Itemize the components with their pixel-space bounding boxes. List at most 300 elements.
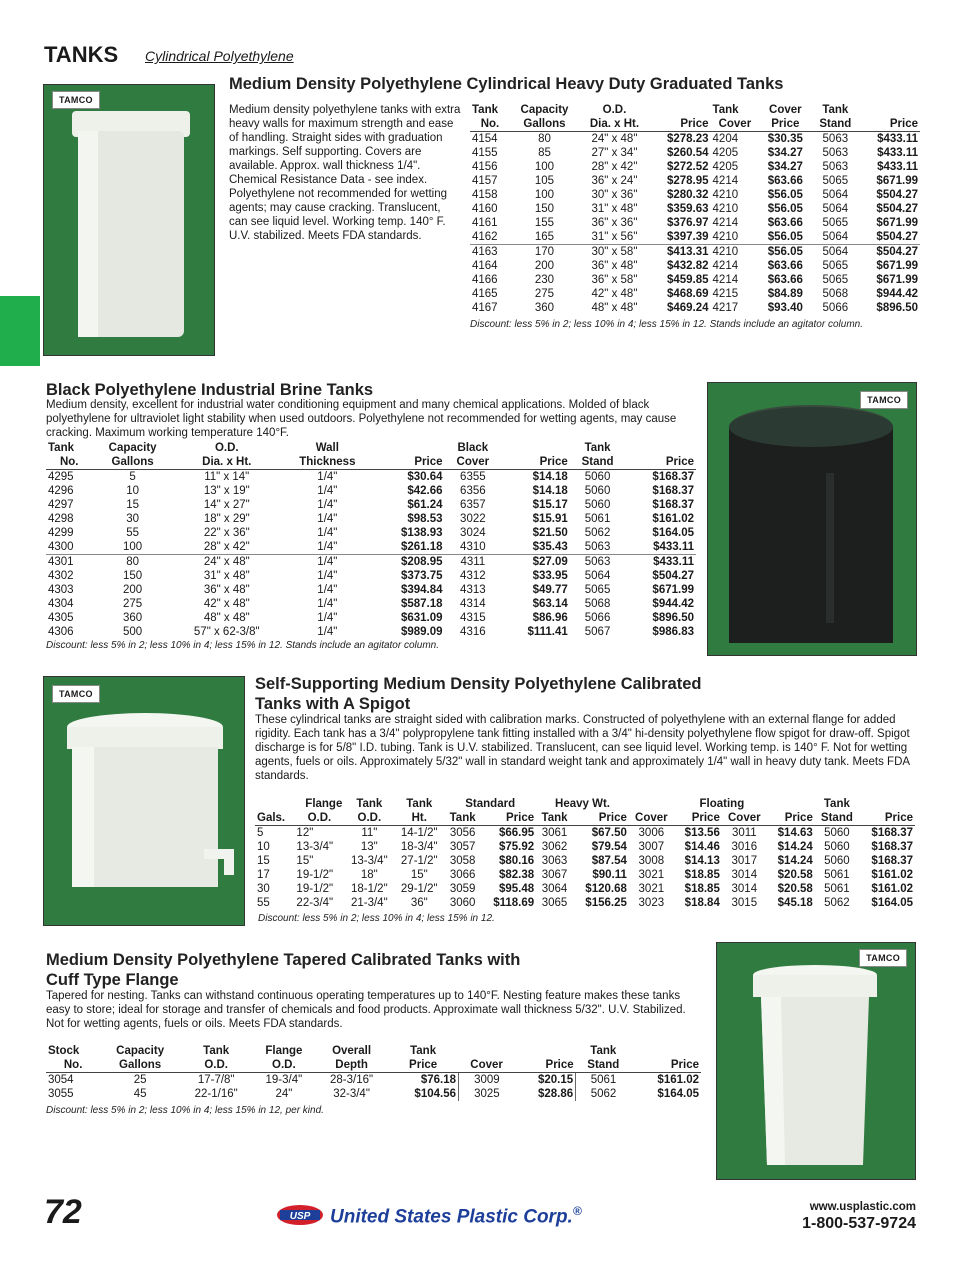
table-cell: 5063 [584,541,611,553]
table-cell: 17-7/8" [197,1074,235,1086]
table-header: Wall [315,442,339,454]
table-header: No. [46,455,92,470]
table-cell: 13" [360,841,378,853]
table-cell: 4296 [48,485,74,497]
table-cell: $20.58 [777,869,813,881]
table-cell: $164.05 [871,897,913,909]
table-cell: 4310 [460,541,486,553]
table-header [515,1044,576,1058]
table-cell: 15 [257,855,270,867]
table-row [470,202,920,216]
page-number: 72 [44,1193,82,1231]
table-cell: 30 [257,883,270,895]
table-row [470,174,920,188]
section4-title-line1: Medium Density Polyethylene Tapered Calibrated Tanks with [46,951,521,969]
table-header [631,1044,701,1058]
table-cell: 3055 [48,1088,74,1100]
table-cell: $280.32 [666,189,709,201]
table-header: O.D. [180,1058,252,1073]
table-header: Tank [823,798,850,810]
table-cell: 19-3/4" [265,1074,303,1086]
table-cell: 500 [123,626,143,638]
table-cell: 13-3/4" [350,855,388,867]
table-cell: 165 [534,231,555,243]
table-cell: 36" [410,897,428,909]
table-header: Capacity [108,442,157,454]
table-header: Dia. x Ht. [173,455,281,470]
table-row [255,826,915,841]
table-cell: $93.40 [767,302,803,314]
table-cell: 11" x 14" [204,471,250,483]
table-header: Cover [445,455,502,470]
table-header: Tank [203,1045,230,1057]
table-cell: $118.69 [493,897,535,909]
table-cell: $986.83 [652,626,694,638]
table-cell: 42" x 48" [591,288,638,300]
black-tank-illustration [708,383,917,656]
table-cell: $15.91 [532,513,568,525]
table-cell: $373.75 [400,570,443,582]
website-url[interactable]: www.usplastic.com [809,1201,916,1213]
tamco-label: TAMCO [52,685,100,703]
table-cell: 5063 [822,133,849,145]
table-cell: 18" x 29" [203,513,250,525]
table-row [255,896,915,910]
table-cell: 4210 [712,231,739,243]
table-cell: $168.37 [652,485,694,497]
table-cell: $260.54 [666,147,709,159]
section2-table-body [46,470,696,640]
table-cell: 105 [534,175,555,187]
table-cell: 45 [133,1088,147,1100]
table-cell: 3021 [638,883,665,895]
table-cell: 4162 [472,231,498,243]
table-cell: 85 [538,147,551,159]
section3-table-body [255,826,915,911]
table-cell: $359.63 [666,203,709,215]
table-cell: $433.11 [625,555,696,570]
table-cell: 48" x 48" [591,302,638,314]
table-header-row [46,441,696,455]
table-cell: $14.63 [777,827,813,839]
table-cell: $278.23 [666,133,709,145]
table-cell: $376.97 [666,217,709,229]
table-row [470,273,920,287]
tamco-label: TAMCO [52,91,100,109]
table-cell: $671.99 [876,175,918,187]
table-cell: $397.39 [666,231,709,243]
table-cell: 5064 [822,203,849,215]
table-cell: $27.09 [501,555,570,570]
table-row [470,245,920,260]
table-row [46,569,696,583]
table-cell: $63.66 [767,260,803,272]
table-header [859,103,920,117]
section1-description: Medium density polyethylene tanks with extra heavy walls for maximum strength and ease of handling. Straight sides with graduation markings. Self supporting. Covers are available. Approx. wall thickness 1/4". Chemical Resistance Data - see index. Polyethylene not recommended for wetting agents; may cause cracking. Translucent, can see liquid level. Working temp. 140° F. U.V. stabilized. Meets FDA standards. [229,104,461,242]
table-cell: 4315 [460,612,486,624]
section4-discount: Discount: less 5% in 2; less 10% in 4; less 15% in 12, per kind. [46,1105,324,1116]
table-cell: 22-3/4" [296,897,334,909]
table-cell: 24" x 48" [591,133,638,145]
table-header: Price [859,117,920,132]
table-cell: 5061 [584,513,611,525]
table-header: Price [650,117,711,132]
table-cell: $168.37 [652,471,694,483]
table-row [470,188,920,202]
table-cell: 28" x 42" [203,541,250,553]
table-header [459,1044,515,1058]
table-header: Capacity [116,1045,165,1057]
table-header: Gallons [100,1058,180,1073]
table-cell: 4214 [712,217,739,229]
table-cell: 48" x 48" [203,612,250,624]
table-cell: 3017 [731,855,758,867]
table-cell: 11" [361,827,378,839]
table-header: Gals. [255,811,294,826]
table-cell: 100 [534,189,555,201]
section1-title: Medium Density Polyethylene Cylindrical Heavy Duty Graduated Tanks [229,75,784,93]
table-header [374,441,445,455]
section3-discount: Discount: less 5% in 2; less 10% in 4; less 15% in 12. [258,913,495,924]
table-cell: 19-1/2" [296,883,334,895]
table-header: Standard [465,798,516,810]
table-cell: 4306 [48,626,74,638]
table-header: Tank [472,104,498,116]
table-cell: 5064 [822,231,849,243]
table-cell: $14.24 [777,841,813,853]
table-cell: 5 [129,471,136,483]
table-cell: 31" x 48" [591,203,638,215]
table-cell: 15" [410,869,428,881]
table-cell: 5060 [824,855,850,867]
table-cell: $30.35 [767,133,803,145]
table-cell: $90.11 [592,869,627,881]
table-cell: $161.02 [871,883,913,895]
table-cell: 3061 [541,827,568,839]
table-cell: 27" x 34" [591,147,638,159]
table-cell: $66.95 [498,827,535,839]
table-cell: 3024 [460,527,486,539]
table-cell: $671.99 [876,217,918,229]
table-cell: $34.27 [767,161,803,173]
table-row [255,854,915,868]
table-header-row [46,455,696,470]
table-header: Tank [48,442,74,454]
table-cell: $168.37 [871,841,913,853]
table-header: Cover [722,811,767,826]
table-cell: 32-3/4" [333,1088,370,1100]
table-cell: 3009 [459,1073,515,1088]
table-header: O.D. [214,442,239,454]
table-cell: 5060 [584,471,611,483]
table-cell: $76.18 [420,1074,456,1086]
table-cell: 1/4" [317,513,338,525]
table-row [470,259,920,273]
table-cell: 5062 [584,527,611,539]
black-tank-photo [707,382,917,656]
table-cell: 5064 [822,189,849,201]
table-header: Stand [570,455,626,470]
table-cell: 4217 [712,302,739,314]
table-header: Ht. [394,811,444,826]
table-header: Heavy Wt. [555,798,610,810]
table-header: Tank [406,798,433,810]
table-cell: 36" x 58" [591,274,638,286]
table-cell: 4312 [460,570,486,582]
table-row [470,216,920,230]
table-cell: 3007 [638,841,665,853]
table-header: Price [674,811,722,826]
table-cell: $671.99 [876,260,918,272]
table-cell: 3063 [541,855,568,867]
table-cell: $944.42 [652,598,694,610]
table-cell: 6357 [460,499,486,511]
table-cell: 3065 [541,897,568,909]
table-cell: 5060 [824,841,850,853]
table-cell: $18.84 [684,897,720,909]
table-header: Floating [699,798,745,810]
table-header: Tank [410,1045,437,1057]
table-row [46,625,696,639]
section3-title-line2: Tanks with A Spigot [255,695,411,713]
table-cell: 155 [534,217,555,229]
table-header: Overall [332,1045,372,1057]
table-cell: 4161 [472,217,498,229]
usp-logo [276,1204,324,1230]
table-cell: $164.05 [652,527,694,539]
table-cell: $433.11 [877,147,918,159]
table-cell: 4305 [48,612,74,624]
table-cell: 4210 [712,203,739,215]
table-cell: 3025 [459,1087,515,1101]
table-cell: 4316 [460,626,486,638]
table-header-row [46,1044,701,1058]
table-cell: $138.93 [400,527,443,539]
table-cell: 17 [257,869,270,881]
table-cell: 15 [126,499,140,511]
table-cell: 18-3/4" [400,841,438,853]
table-cell: 4298 [48,513,74,525]
table-cell: 230 [534,274,555,286]
table-cell: 5065 [822,274,849,286]
table-cell: 36" x 36" [591,217,638,229]
table-cell: $504.27 [859,245,920,260]
table-cell: 4210 [711,245,760,260]
table-cell: $20.15 [537,1074,574,1086]
section-tab-marker [0,296,40,366]
table-cell: 18-1/2" [350,883,388,895]
table-row [470,301,920,315]
table-cell: 31" x 56" [591,231,638,243]
section1-discount: Discount: less 5% in 2; less 10% in 4; less 15% in 12. Stands include an agitator column. [470,319,863,330]
table-row [46,512,696,526]
table-cell: 3064 [541,883,568,895]
table-header [625,441,696,455]
section4-title-line2: Cuff Type Flange [46,971,179,989]
table-cell: $944.42 [876,288,918,300]
table-cell: 4156 [472,161,498,173]
usp-logo-mark [276,1204,324,1226]
table-header: Flange [305,798,343,810]
table-header: Tank [712,104,739,116]
table-header: O.D. [294,811,344,826]
table-cell: 5065 [822,260,849,272]
table-row [470,132,920,147]
table-row [470,146,920,160]
table-row [470,287,920,301]
table-cell: 3058 [449,855,476,867]
table-cell: 10 [257,841,270,853]
table-cell: 1/4" [317,527,338,539]
table-cell: 24" x 48" [173,555,281,570]
section3-description: These cylindrical tanks are straight sided with calibration marks. Constructed of polyethylene with an external flange for added rigidity. Each tank has a 3/4" polypropylene tank fitting installed with a 3/4" hi-density polyethylene flow spigot for draw-off. Spigot discharge is for 5/8" I.D. tubing. Tank is U.V. stabilized. Translucent, can see liquid level. Working temp. is 140° F. Not for wetting agents, fuels or oils. Approximately 5/32" wall in standard weight tank and approximately 1/4" wall in heavy duty tank. Meets FDA standards. [255,714,910,782]
table-cell: 4214 [712,274,739,286]
table-cell: $63.14 [532,598,568,610]
table-cell: 30 [126,513,140,525]
table-cell: 80 [92,555,172,570]
page-section-title: TANKS [44,42,119,67]
table-cell: $161.02 [652,513,694,525]
table-cell: $504.27 [876,231,918,243]
table-cell: 25 [133,1074,147,1086]
table-cell: $56.05 [767,203,803,215]
section4-table-body [46,1073,701,1102]
table-cell: $84.89 [767,288,803,300]
table-cell: 1/4" [317,570,338,582]
table-cell: $164.05 [657,1088,699,1100]
table-cell: 4154 [472,133,498,145]
table-row [46,555,696,570]
table-header-row [470,117,920,132]
table-cell: 3008 [638,855,665,867]
table-cell: 3057 [449,841,476,853]
table-cell: 5060 [584,499,611,511]
table-header: Price [759,117,811,132]
table-cell: 14" x 27" [203,499,250,511]
table-cell: 4297 [48,499,74,511]
table-cell: $168.37 [871,827,913,839]
table-cell: 42" x 48" [203,598,250,610]
table-cell: 275 [534,288,555,300]
table-cell: 6355 [460,471,486,483]
table-cell: 1/4" [317,626,338,638]
table-header: Price [388,1058,459,1073]
table-cell: 5 [257,827,264,839]
table-cell: 4157 [472,175,498,187]
table-cell: 4215 [712,288,739,300]
table-cell: $14.13 [684,855,720,867]
table-header: Capacity [520,104,569,116]
table-cell: 5061 [576,1073,631,1088]
table-cell: 4314 [460,598,486,610]
table-row [46,540,696,555]
section1-table [470,103,920,315]
table-header: Price [767,811,815,826]
table-cell: 80 [538,133,551,145]
table-cell: $82.38 [498,869,535,881]
table-cell: 5065 [822,217,849,229]
table-cell: 5061 [824,869,850,881]
table-cell: 4166 [472,274,498,286]
table-header: O.D. [252,1058,315,1073]
table-cell: $104.56 [414,1088,456,1100]
table-cell: $80.16 [498,855,535,867]
table-row [255,868,915,882]
table-cell: $671.99 [876,274,918,286]
table-cell: 3066 [449,869,476,881]
table-cell: $896.50 [652,612,694,624]
brand-name-text: United States Plastic Corp. [330,1206,573,1228]
table-cell: 55 [126,527,140,539]
table-cell: $433.11 [877,161,918,173]
table-cell: 5068 [822,288,849,300]
table-header: No. [470,117,510,132]
table-cell: 4167 [472,302,498,314]
tamco-label: TAMCO [860,391,908,409]
table-cell: 360 [123,612,143,624]
table-cell: $15.17 [532,499,568,511]
table-cell: $30.64 [407,471,443,483]
table-cell: 1/4" [317,584,338,596]
table-header: Flange [265,1045,303,1057]
table-cell: 100 [534,161,555,173]
table-cell: $18.85 [684,869,720,881]
table-header: No. [46,1058,100,1073]
table-cell: 1/4" [317,485,338,497]
table-cell: 28" x 42" [591,161,638,173]
table-cell: $156.25 [585,897,627,909]
table-cell: 12" [296,827,314,839]
table-cell: $56.05 [767,231,803,243]
table-header: Tank [444,811,481,826]
table-cell: $35.43 [532,541,568,553]
table-cell: 31" x 48" [203,570,250,582]
section1-table-body [470,132,920,316]
table-cell: $272.52 [666,161,709,173]
table-cell: $989.09 [400,626,443,638]
table-cell: 4205 [712,147,739,159]
table-cell: $14.18 [532,485,568,497]
table-header-row [46,1058,701,1073]
table-cell: 29-1/2" [400,883,438,895]
section3-table [255,797,915,910]
table-row [470,230,920,245]
spigot-tank-photo [43,676,245,926]
table-cell: 19-1/2" [296,869,334,881]
table-cell: 4163 [470,245,510,260]
table-cell: $433.11 [877,133,918,145]
table-cell: 5064 [584,570,611,582]
table-cell: 4165 [472,288,498,300]
table-cell: 5062 [576,1087,631,1101]
table-cell: $413.31 [650,245,711,260]
table-header: Cover [629,811,674,826]
table-cell: 3016 [731,841,758,853]
table-cell: $28.86 [537,1088,574,1100]
table-cell: 3067 [541,869,568,881]
table-cell: 200 [123,584,143,596]
table-row [46,526,696,540]
table-cell: $61.24 [407,499,443,511]
table-cell: 1/4" [317,471,338,483]
section4-description: Tapered for nesting. Tanks can withstand continuous operating temperatures up to 140°F. Nesting feature makes these tanks easy to store; ideal for storage and transfer of chemicals and food products. Approximate wall thickness 5/32". U.V. Stabilized. Not for wetting agents, fuels or oils. Meets FDA standards. [46,990,686,1030]
table-cell: $671.99 [652,584,694,596]
table-cell: $18.85 [684,883,720,895]
table-cell: $63.66 [767,217,803,229]
table-header-row [255,797,915,811]
phone-number[interactable]: 1-800-537-9724 [802,1215,916,1232]
table-cell: 3014 [731,869,758,881]
